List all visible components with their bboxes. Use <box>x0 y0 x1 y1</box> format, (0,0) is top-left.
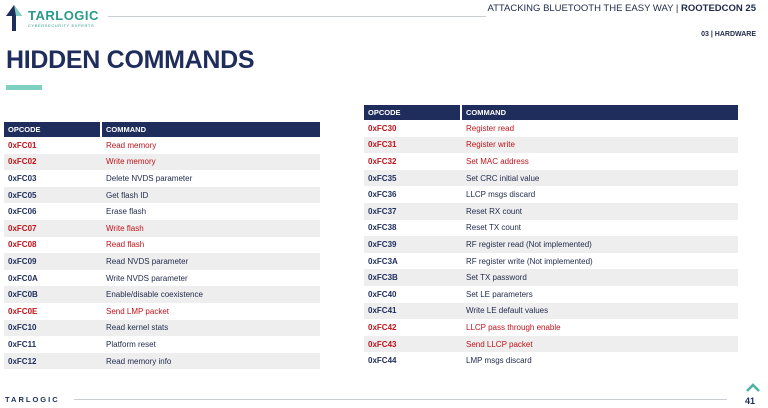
table-row <box>364 153 738 170</box>
opcode-cell: 0xFC02 <box>8 157 37 167</box>
left-opcode-table <box>4 122 320 369</box>
table-row <box>364 336 738 353</box>
command-cell: Read memory <box>106 140 157 150</box>
table-row <box>364 253 738 270</box>
opcode-cell: 0xFC0E <box>8 306 38 316</box>
command-cell: Send LMP packet <box>106 306 170 316</box>
opcode-cell: 0xFC36 <box>368 190 397 200</box>
table-row <box>4 187 320 204</box>
command-cell: Register write <box>466 140 515 150</box>
command-cell: Get flash ID <box>106 190 149 200</box>
table-header <box>4 122 320 137</box>
title-accent-bar <box>6 85 42 90</box>
opcode-cell: 0xFC30 <box>368 123 397 133</box>
command-cell: LMP msgs discard <box>466 356 532 366</box>
table-row <box>364 352 738 369</box>
command-cell: Platform reset <box>106 339 156 349</box>
opcode-cell: 0xFC44 <box>368 356 397 366</box>
table-row <box>4 336 320 353</box>
table-row <box>364 319 738 336</box>
table-row <box>4 154 320 171</box>
command-cell: Set MAC address <box>466 156 529 166</box>
opcode-cell: 0xFC3A <box>368 256 398 266</box>
opcode-column-header: OPCODE <box>4 122 102 137</box>
talk-event: ROOTEDCON 25 <box>681 3 756 14</box>
table-row <box>364 286 738 303</box>
command-cell: Read flash <box>106 240 145 250</box>
table-header <box>364 105 738 120</box>
page-title: HIDDEN COMMANDS <box>6 46 255 74</box>
table-row <box>4 320 320 337</box>
tarlogic-logo <box>4 3 99 33</box>
opcode-cell: 0xFC12 <box>8 356 37 366</box>
command-cell: Write LE default values <box>466 306 549 316</box>
opcode-cell: 0xFC07 <box>8 223 37 233</box>
opcode-cell: 0xFC06 <box>8 207 37 217</box>
opcode-cell: 0xFC11 <box>8 339 37 349</box>
command-cell: Erase flash <box>106 207 147 217</box>
table-row <box>4 237 320 254</box>
footer-divider <box>74 399 727 400</box>
talk-title-text: ATTACKING BLUETOOTH THE EASY WAY | <box>487 3 682 14</box>
table-row <box>4 137 320 154</box>
command-cell: Set TX password <box>466 273 527 283</box>
chevron-up-icon[interactable] <box>745 382 761 392</box>
table-row <box>364 303 738 320</box>
command-cell: Reset RX count <box>466 206 523 216</box>
opcode-cell: 0xFC3B <box>368 273 398 283</box>
opcode-cell: 0xFC35 <box>368 173 397 183</box>
command-cell: Write memory <box>106 157 156 167</box>
opcode-cell: 0xFC38 <box>368 223 397 233</box>
logo-tagline: CYBERSECURITY EXPERTS <box>28 22 95 28</box>
opcode-cell: 0xFC0A <box>8 273 38 283</box>
opcode-cell: 0xFC40 <box>368 289 397 299</box>
command-cell: Write flash <box>106 223 144 233</box>
opcode-cell: 0xFC10 <box>8 323 37 333</box>
command-cell: Read memory info <box>106 356 172 366</box>
table-row <box>364 269 738 286</box>
opcode-cell: 0xFC09 <box>8 256 37 266</box>
opcode-cell: 0xFC37 <box>368 206 397 216</box>
command-cell: LLCP pass through enable <box>466 322 561 332</box>
command-cell: RF register read (Not implemented) <box>466 239 592 249</box>
opcode-cell: 0xFC39 <box>368 239 397 249</box>
table-row <box>364 236 738 253</box>
table-row <box>4 220 320 237</box>
header-divider <box>108 16 486 17</box>
command-cell: Write NVDS parameter <box>106 273 188 283</box>
command-column-header: COMMAND <box>466 108 506 117</box>
opcode-cell: 0xFC0B <box>8 290 38 300</box>
command-cell: Register read <box>466 123 515 133</box>
command-cell: Send LLCP packet <box>466 339 533 349</box>
table-row <box>4 253 320 270</box>
table-body <box>364 120 738 369</box>
command-cell: RF register write (Not implemented) <box>466 256 593 266</box>
command-cell: Enable/disable coexistence <box>106 290 203 300</box>
logo-name: TARLOGIC <box>28 7 99 23</box>
opcode-column-header: OPCODE <box>364 105 462 120</box>
opcode-cell: 0xFC32 <box>368 156 397 166</box>
opcode-cell: 0xFC31 <box>368 140 397 150</box>
opcode-cell: 0xFC05 <box>8 190 37 200</box>
command-cell: Reset TX count <box>466 223 521 233</box>
command-cell: LLCP msgs discard <box>466 190 536 200</box>
opcode-cell: 0xFC08 <box>8 240 37 250</box>
command-cell: Set CRC initial value <box>466 173 540 183</box>
opcode-cell: 0xFC01 <box>8 140 37 150</box>
command-cell: Delete NVDS parameter <box>106 173 193 183</box>
table-row <box>364 220 738 237</box>
table-row <box>364 137 738 154</box>
table-body <box>4 137 320 369</box>
section-label: 03 | HARDWARE <box>701 31 756 38</box>
table-row <box>364 170 738 187</box>
right-opcode-table <box>364 105 738 369</box>
table-row <box>364 203 738 220</box>
table-row <box>4 303 320 320</box>
opcode-cell: 0xFC03 <box>8 173 37 183</box>
opcode-cell: 0xFC42 <box>368 322 397 332</box>
opcode-cell: 0xFC43 <box>368 339 397 349</box>
table-row <box>4 270 320 287</box>
table-row <box>4 203 320 220</box>
table-row <box>4 170 320 187</box>
page-number: 41 <box>745 396 756 406</box>
table-row <box>364 120 738 137</box>
table-row <box>4 353 320 370</box>
tarlogic-logo-icon <box>4 4 24 32</box>
table-row <box>364 186 738 203</box>
opcode-cell: 0xFC41 <box>368 306 397 316</box>
footer-brand: TARLOGIC <box>5 395 60 404</box>
command-column-header: COMMAND <box>106 125 146 134</box>
command-cell: Read NVDS parameter <box>106 256 189 266</box>
talk-title <box>487 3 756 14</box>
table-row <box>4 286 320 303</box>
command-cell: Set LE parameters <box>466 289 533 299</box>
command-cell: Read kernel stats <box>106 323 169 333</box>
